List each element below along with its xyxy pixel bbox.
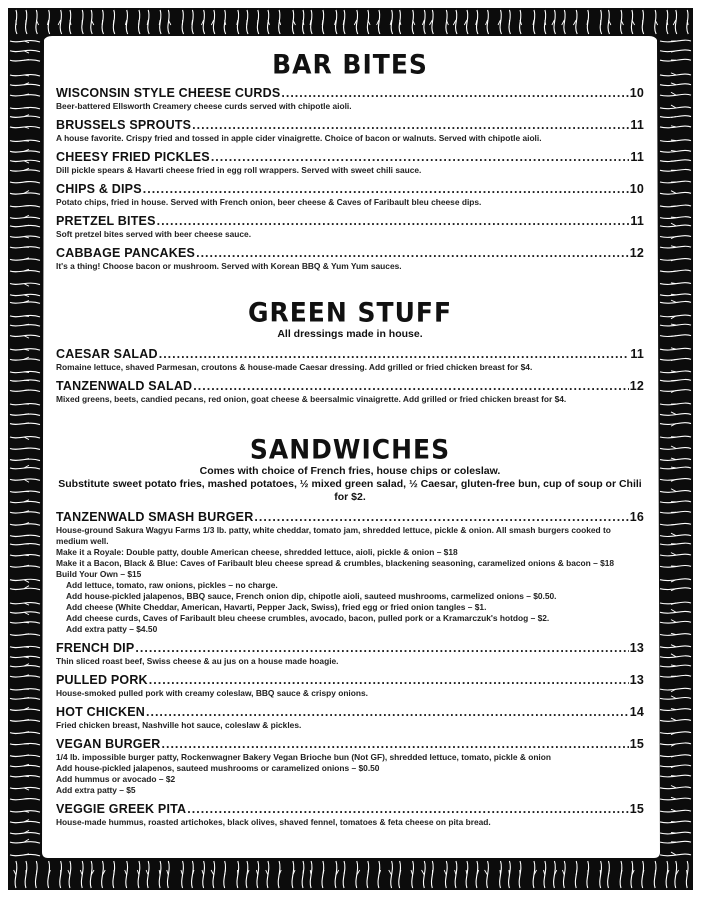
section-subtitle: All dressings made in house. (277, 328, 423, 340)
dot-leader (159, 346, 630, 362)
menu-item-description: Dill pickle spears & Havarti cheese fried in egg roll wrappers. Served with sweet chili sauce. (56, 165, 422, 175)
menu-item-name: CHIPS & DIPS (56, 182, 142, 196)
section-sandwiches (56, 435, 644, 828)
menu-item-description: Romaine lettuce, shaved Parmesan, croutons & house-made Caesar dressing. Add grilled or fried chicken breast for $4. (56, 362, 533, 372)
menu-item-price: 14 (629, 705, 644, 719)
menu-item-name: VEGGIE GREEK PITA (56, 802, 187, 816)
menu-item-name: PRETZEL BITES (56, 214, 156, 228)
menu-item-description: Build Your Own – $15 (56, 569, 142, 579)
menu-item-header (56, 672, 644, 688)
menu-item-description: Make it a Bacon, Black & Blue: Caves of Faribault bleu cheese spread & crumbles, blackening seasoning, caramelized onions & bacon – $18 (56, 558, 615, 568)
dot-leader (192, 117, 629, 133)
menu-item-addon: Add extra patty – $4.50 (66, 624, 158, 634)
menu-item-header (56, 640, 644, 656)
menu-item-header (56, 704, 644, 720)
menu-item (56, 213, 644, 240)
menu-item-addon: Add lettuce, tomato, raw onions, pickles – no charge. (66, 580, 278, 590)
menu-item-price: 12 (629, 246, 644, 260)
menu-item-header (56, 213, 644, 229)
menu-item-name: FRENCH DIP (56, 641, 135, 655)
menu-item-name: WISCONSIN STYLE CHEESE CURDS (56, 86, 281, 100)
menu-item-price: 11 (630, 347, 644, 361)
menu-item-addon: Add house-pickled jalapenos, BBQ sauce, French onion dip, chipotle aioli, sauteed mushrooms, carmelized onions – $0.50. (66, 591, 557, 601)
menu-item-description: 1/4 lb. impossible burger patty, Rockenwagner Bakery Vegan Brioche bun (Not GF), shredded lettuce, tomato, pickle & onion (56, 752, 551, 762)
menu-item-name: BRUSSELS SPROUTS (56, 118, 192, 132)
menu-item-header (56, 245, 644, 261)
menu-item-description: Potato chips, fried in house. Served with French onion, beer cheese & Caves of Faribault bleu cheese dips. (56, 197, 482, 207)
menu-item-description: Thin sliced roast beef, Swiss cheese & au jus on a house made hoagie. (56, 656, 339, 666)
menu-item-header (56, 378, 644, 394)
menu-item-header (56, 149, 644, 165)
dot-leader (196, 245, 629, 261)
menu-item-description: House-smoked pulled pork with creamy coleslaw, BBQ sauce & crispy onions. (56, 688, 368, 698)
dot-leader (143, 181, 629, 197)
menu-item-name: TANZENWALD SMASH BURGER (56, 510, 254, 524)
section-title: SANDWICHES (249, 434, 451, 465)
menu-item-price: 10 (629, 86, 644, 100)
menu-item-price: 12 (629, 379, 644, 393)
menu-item (56, 378, 644, 405)
menu-item (56, 801, 644, 828)
section-subtitle: Substitute sweet potato fries, mashed potatoes, ½ mixed green salad, ½ Caesar, gluten-free bun, cup of soup or Chili for $2. (58, 478, 642, 503)
dot-leader (211, 149, 630, 165)
dot-leader (149, 672, 629, 688)
menu-item-header (56, 346, 644, 362)
menu-item-description: A house favorite. Crispy fried and tossed in apple cider vinaigrette. Choice of bacon or walnuts. Served with chipotle aioli. (56, 133, 542, 143)
menu-item-header (56, 85, 644, 101)
menu-item-description: It's a thing! Choose bacon or mushroom. Served with Korean BBQ & Yum Yum sauces. (56, 261, 402, 271)
menu-item (56, 85, 644, 112)
menu-item-description: Make it a Royale: Double patty, double American cheese, shredded lettuce, aioli, pickle & onion – $18 (56, 547, 458, 557)
dot-leader (187, 801, 628, 817)
section-title: BAR BITES (272, 49, 428, 80)
dot-leader (193, 378, 628, 394)
menu-item-name: CHEESY FRIED PICKLES (56, 150, 210, 164)
menu-item-description: Soft pretzel bites served with beer cheese sauce. (56, 229, 252, 239)
menu-item-description: Add extra patty – $5 (56, 785, 136, 795)
menu-item-description: Add hummus or avocado – $2 (56, 774, 176, 784)
menu-item (56, 117, 644, 144)
menu-item-price: 10 (629, 182, 644, 196)
section-title: GREEN STUFF (247, 297, 453, 328)
menu-item (56, 704, 644, 731)
menu-item-header (56, 509, 644, 525)
menu-item (56, 640, 644, 667)
menu-item-header (56, 117, 644, 133)
menu-item-price: 13 (629, 641, 644, 655)
menu-item-name: CAESAR SALAD (56, 347, 158, 361)
menu-item (56, 672, 644, 699)
menu-item-description: House-ground Sakura Wagyu Farms 1/3 lb. patty, white cheddar, tomato jam, shredded lettuce, pickle & onion. All smash burgers cooked to medium well. (56, 525, 611, 546)
menu-item-description: Beer-battered Ellsworth Creamery cheese curds served with chipotle aioli. (56, 101, 352, 111)
menu-item-price: 11 (630, 118, 644, 132)
menu-item-name: PULLED PORK (56, 673, 148, 687)
menu-item (56, 245, 644, 272)
section-subtitle: Comes with choice of French fries, house chips or coleslaw. (199, 465, 501, 477)
menu-item (56, 181, 644, 208)
menu-item (56, 736, 644, 796)
dot-leader (254, 509, 628, 525)
dot-leader (281, 85, 628, 101)
menu-item-description: Mixed greens, beets, candied pecans, red onion, goat cheese & beersalmic vinaigrette. Add grilled or fried chicken breast for $4. (56, 394, 567, 404)
menu-item-name: TANZENWALD SALAD (56, 379, 193, 393)
dot-leader (146, 704, 629, 720)
menu-item (56, 509, 644, 635)
menu-item-addon: Add cheese (White Cheddar, American, Havarti, Pepper Jack, Swiss), fried egg or fried onion tangles – $1. (66, 602, 487, 612)
menu-item (56, 346, 644, 373)
menu-item-description: Fried chicken breast, Nashville hot sauce, coleslaw & pickles. (56, 720, 302, 730)
menu-item-name: VEGAN BURGER (56, 737, 161, 751)
menu-item-price: 15 (629, 737, 644, 751)
dot-leader (157, 213, 630, 229)
menu-page (56, 50, 644, 828)
section-green-stuff (56, 298, 644, 405)
menu-item-addon: Add cheese curds, Caves of Faribault bleu cheese crumbles, avocado, bacon, pulled pork or a Kramarczuk's hotdog – $2. (66, 613, 550, 623)
menu-item-price: 13 (629, 673, 644, 687)
menu-item-description: House-made hummus, roasted artichokes, black olives, shaved fennel, tomatoes & feta cheese on pita bread. (56, 817, 491, 827)
section-bar-bites (56, 50, 644, 272)
menu-item-price: 11 (630, 150, 644, 164)
menu-item-header (56, 181, 644, 197)
menu-item (56, 149, 644, 176)
menu-item-name: HOT CHICKEN (56, 705, 146, 719)
menu-item-header (56, 801, 644, 817)
dot-leader (162, 736, 629, 752)
dot-leader (135, 640, 628, 656)
menu-item-price: 15 (629, 802, 644, 816)
menu-item-price: 11 (630, 214, 644, 228)
menu-item-name: CABBAGE PANCAKES (56, 246, 196, 260)
menu-item-description: Add house-pickled jalapenos, sauteed mushrooms or caramelized onions – $0.50 (56, 763, 380, 773)
menu-item-header (56, 736, 644, 752)
menu-item-price: 16 (629, 510, 644, 524)
